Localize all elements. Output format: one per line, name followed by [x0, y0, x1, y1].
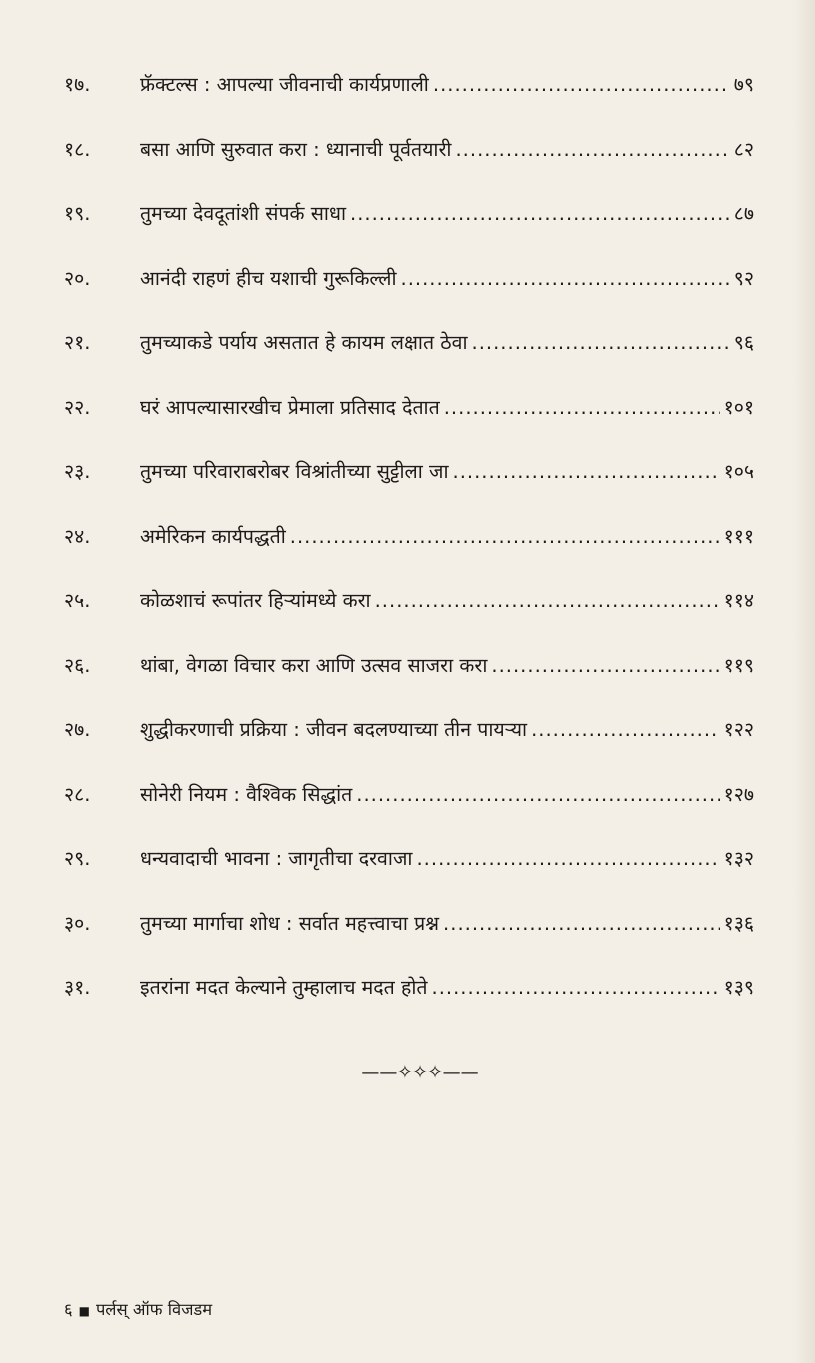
toc-entry-title: धन्यवादाची भावना : जागृतीचा दरवाजा [140, 847, 413, 870]
footer-separator: ■ [78, 1304, 90, 1318]
toc-entry-title: अमेरिकन कार्यपद्धती [140, 524, 286, 548]
dot-leader [455, 135, 729, 165]
dot-leader [401, 264, 730, 294]
toc-entry-page: १०१ [723, 395, 754, 419]
toc-entry-page: १११ [723, 524, 754, 548]
dot-leader [472, 328, 730, 358]
toc-entry [64, 264, 754, 329]
toc-entry [64, 586, 754, 651]
dot-leader [416, 844, 719, 874]
toc-entry-page: ११४ [723, 589, 754, 612]
toc-entry [64, 393, 754, 458]
toc-entry-number: ३०. [64, 911, 91, 935]
toc-entry [64, 973, 754, 1038]
toc-entry-page: ११९ [723, 653, 754, 677]
toc-entry-page: १२७ [723, 782, 754, 806]
toc-entry-number: १७. [64, 73, 91, 96]
table-of-contents [64, 70, 754, 1038]
toc-entry-page: १३२ [723, 847, 754, 870]
toc-entry-number: २८. [64, 782, 91, 806]
toc-entry [64, 199, 754, 264]
toc-entry-title: आनंदी राहणं हीच यशाची गुरूकिल्ली [140, 266, 397, 290]
dot-leader [375, 586, 720, 616]
footer-page-number: ६ [64, 1300, 73, 1319]
toc-entry [64, 328, 754, 393]
toc-entry-number: २०. [64, 266, 91, 290]
toc-entry-number: २२. [64, 395, 91, 419]
footer-book-title: पर्लस् ऑफ विजडम [95, 1300, 213, 1319]
toc-entry-number: २१. [64, 331, 91, 354]
dot-leader [356, 780, 719, 810]
toc-entry [64, 715, 754, 780]
toc-entry-number: १८. [64, 137, 91, 161]
section-end-ornament: ——✧✧✧—— [361, 1062, 479, 1083]
toc-entry [64, 651, 754, 716]
dot-leader [433, 70, 730, 100]
toc-entry [64, 70, 754, 135]
dot-leader [290, 522, 720, 552]
toc-entry-number: २९. [64, 847, 91, 870]
dot-leader [531, 715, 720, 745]
toc-entry-page: १३९ [723, 976, 754, 999]
page-footer [64, 1297, 212, 1320]
toc-entry-number: २३. [64, 460, 91, 483]
toc-entry-page: १३६ [723, 911, 754, 935]
toc-entry-title: कोळशाचं रूपांतर हिऱ्यांमध्ये करा [140, 589, 371, 612]
toc-entry-page: ७९ [733, 73, 754, 96]
toc-entry-title: बसा आणि सुरुवात करा : ध्यानाची पूर्वतयारी [140, 137, 452, 161]
toc-entry-title: तुमच्या मार्गाचा शोध : सर्वात महत्त्वाचा प्रश्न [140, 911, 440, 935]
dot-leader [444, 393, 720, 423]
dot-leader [350, 199, 730, 229]
toc-entry-page: ९६ [733, 331, 754, 354]
toc-entry [64, 909, 754, 974]
toc-entry-title: तुमच्या परिवाराबरोबर विश्रांतीच्या सुट्टीला जा [140, 460, 449, 483]
toc-entry-title: शुद्धीकरणाची प्रक्रिया : जीवन बदलण्याच्या तीन पायऱ्या [140, 718, 528, 741]
toc-entry [64, 522, 754, 587]
toc-entry-title: तुमच्याकडे पर्याय असतात हे कायम लक्षात ठेवा [140, 331, 468, 354]
page-edge [793, 0, 815, 1363]
toc-entry-title: तुमच्या देवदूतांशी संपर्क साधा [140, 202, 346, 225]
toc-entry-number: २७. [64, 718, 91, 741]
toc-entry-title: घरं आपल्यासारखीच प्रेमाला प्रतिसाद देतात [140, 395, 440, 419]
dot-leader [443, 909, 720, 939]
toc-entry [64, 844, 754, 909]
toc-entry [64, 780, 754, 845]
toc-entry-page: १२२ [723, 718, 754, 741]
toc-entry [64, 135, 754, 200]
toc-entry-number: १९. [64, 202, 91, 225]
toc-entry-number: ३१. [64, 976, 91, 999]
toc-entry-page: ८२ [733, 137, 754, 161]
toc-entry-number: २६. [64, 653, 91, 677]
toc-entry-page: ८७ [733, 202, 754, 225]
toc-entry [64, 457, 754, 522]
dot-leader [432, 973, 720, 1003]
toc-entry-title: थांबा, वेगळा विचार करा आणि उत्सव साजरा करा [140, 653, 488, 677]
toc-entry-title: इतरांना मदत केल्याने तुम्हालाच मदत होते [140, 976, 428, 999]
toc-entry-page: ९२ [733, 266, 754, 290]
toc-entry-page: १०५ [723, 460, 754, 483]
dot-leader [491, 651, 719, 681]
toc-entry-title: फ्रॅक्टल्स : आपल्या जीवनाची कार्यप्रणाली [140, 73, 429, 96]
toc-entry-title: सोनेरी नियम : वैश्विक सिद्धांत [140, 782, 353, 806]
toc-entry-number: २४. [64, 524, 91, 548]
dot-leader [453, 457, 720, 487]
toc-entry-number: २५. [64, 589, 91, 612]
